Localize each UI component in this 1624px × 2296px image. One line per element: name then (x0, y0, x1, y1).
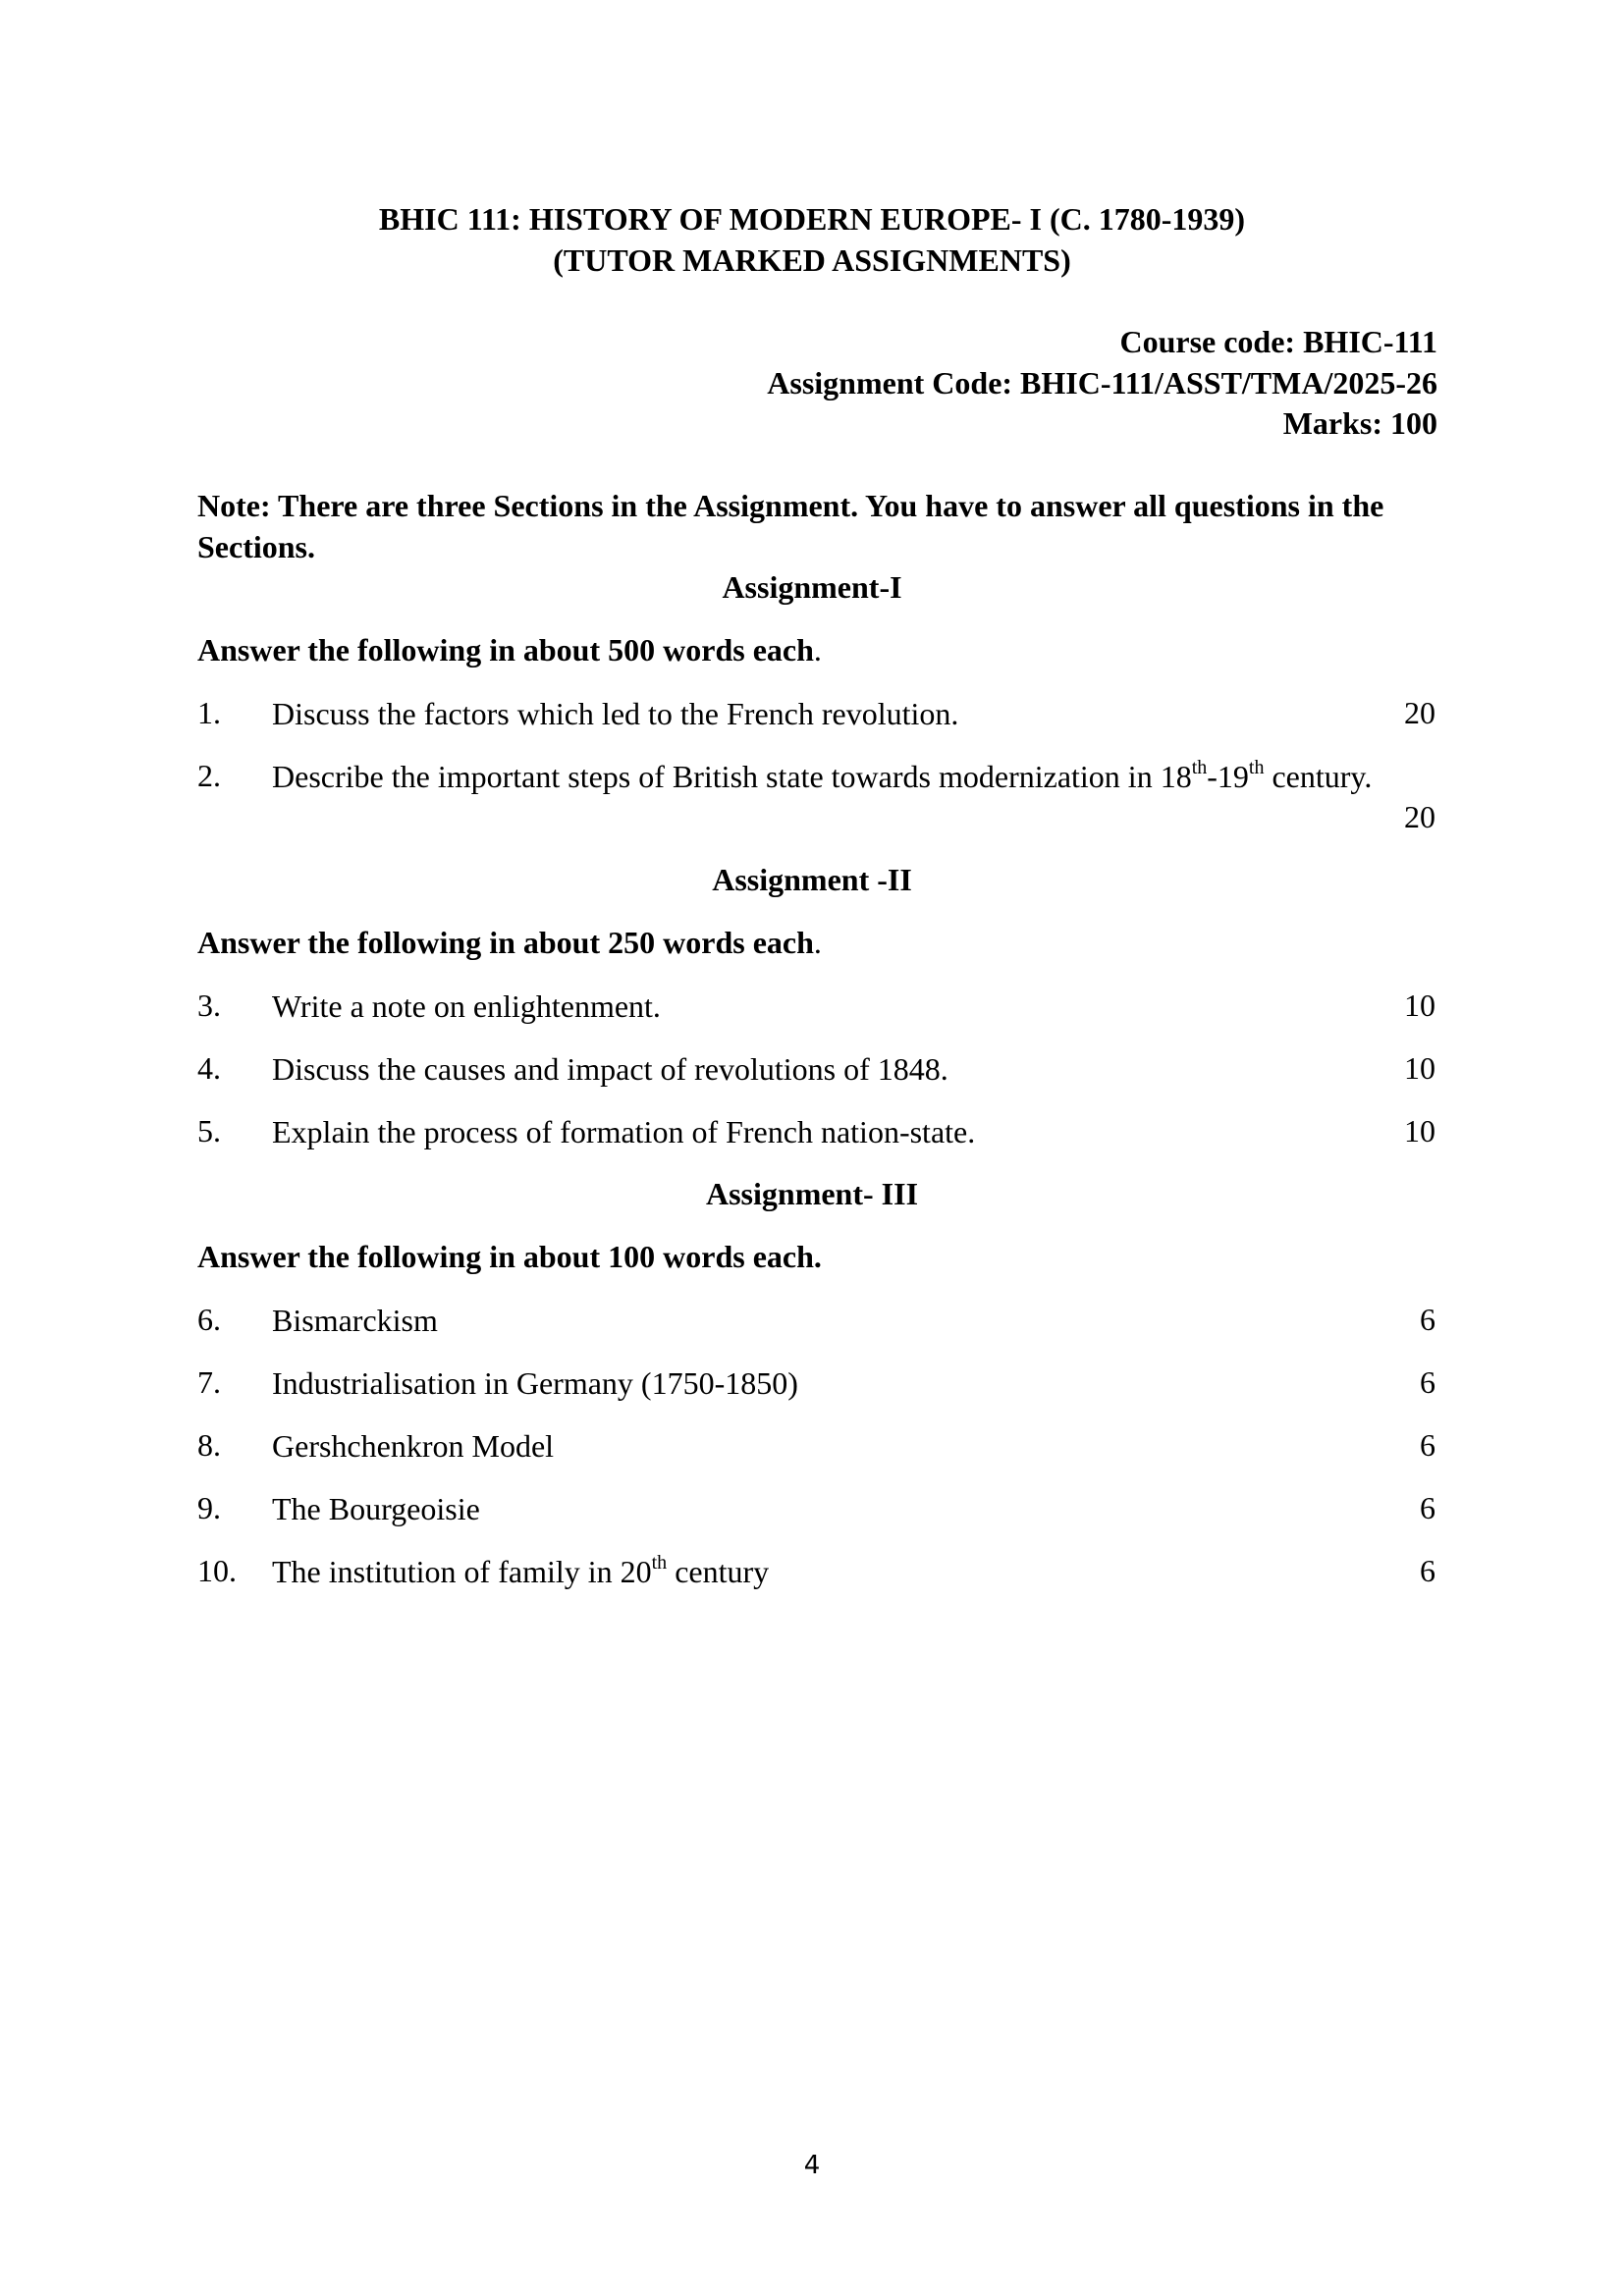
question-text: Write a note on enlightenment. (272, 988, 661, 1024)
question-marks: 10 (1404, 1113, 1435, 1148)
question-marks: 6 (1420, 1427, 1435, 1463)
question-text: Describe the important steps of British state towards modernization in 18th-19th century. (272, 757, 1373, 794)
question-marks: 6 (1420, 1364, 1435, 1400)
section-heading: Assignment- III (705, 1176, 919, 1211)
question-number: 4. (197, 1050, 221, 1086)
question-marks: 6 (1420, 1490, 1435, 1525)
question-text: Discuss the causes and impact of revolutions of 1848. (272, 1051, 948, 1087)
question-text: Discuss the factors which led to the French revolution. (272, 696, 959, 731)
question-text: Industrialisation in Germany (1750-1850) (272, 1365, 798, 1401)
document-title: BHIC 111: HISTORY OF MODERN EUROPE- I (C. 1780-1939) (378, 201, 1246, 237)
assignment-code: Assignment Code: BHIC-111/ASST/TMA/2025-26 (767, 365, 1437, 400)
question-number: 3. (197, 988, 221, 1023)
question-marks: 20 (1404, 799, 1435, 834)
document-subtitle: (TUTOR MARKED ASSIGNMENTS) (553, 242, 1071, 278)
question-text: The Bourgeoisie (272, 1491, 480, 1526)
section-instruction: Answer the following in about 500 words each. (197, 632, 822, 667)
page-number: 4 (803, 2151, 821, 2180)
question-number: 10. (197, 1553, 237, 1588)
question-marks: 10 (1404, 988, 1435, 1023)
question-text: Gershchenkron Model (272, 1428, 555, 1464)
question-number: 2. (197, 758, 221, 793)
section-heading: Assignment -II (712, 862, 912, 897)
question-number: 1. (197, 695, 221, 730)
question-number: 6. (197, 1302, 221, 1337)
section-heading: Assignment-I (722, 569, 902, 605)
section-instruction: Answer the following in about 100 words each. (197, 1239, 822, 1274)
question-text: Explain the process of formation of French nation-state. (272, 1114, 976, 1149)
question-number: 9. (197, 1490, 221, 1525)
question-marks: 6 (1420, 1302, 1435, 1337)
question-number: 8. (197, 1427, 221, 1463)
question-text: The institution of family in 20th century (272, 1552, 770, 1589)
question-marks: 20 (1404, 695, 1435, 730)
question-number: 7. (197, 1364, 221, 1400)
note-paragraph: Note: There are three Sections in the Assignment. You have to answer all questions in the Sections. (197, 488, 1384, 564)
total-marks: Marks: 100 (1282, 405, 1437, 441)
question-number: 5. (197, 1113, 221, 1148)
question-text: Bismarckism (272, 1303, 438, 1338)
course-code: Course code: BHIC-111 (1119, 324, 1437, 359)
question-marks: 6 (1420, 1553, 1435, 1588)
question-marks: 10 (1404, 1050, 1435, 1086)
section-instruction: Answer the following in about 250 words each. (197, 925, 822, 960)
